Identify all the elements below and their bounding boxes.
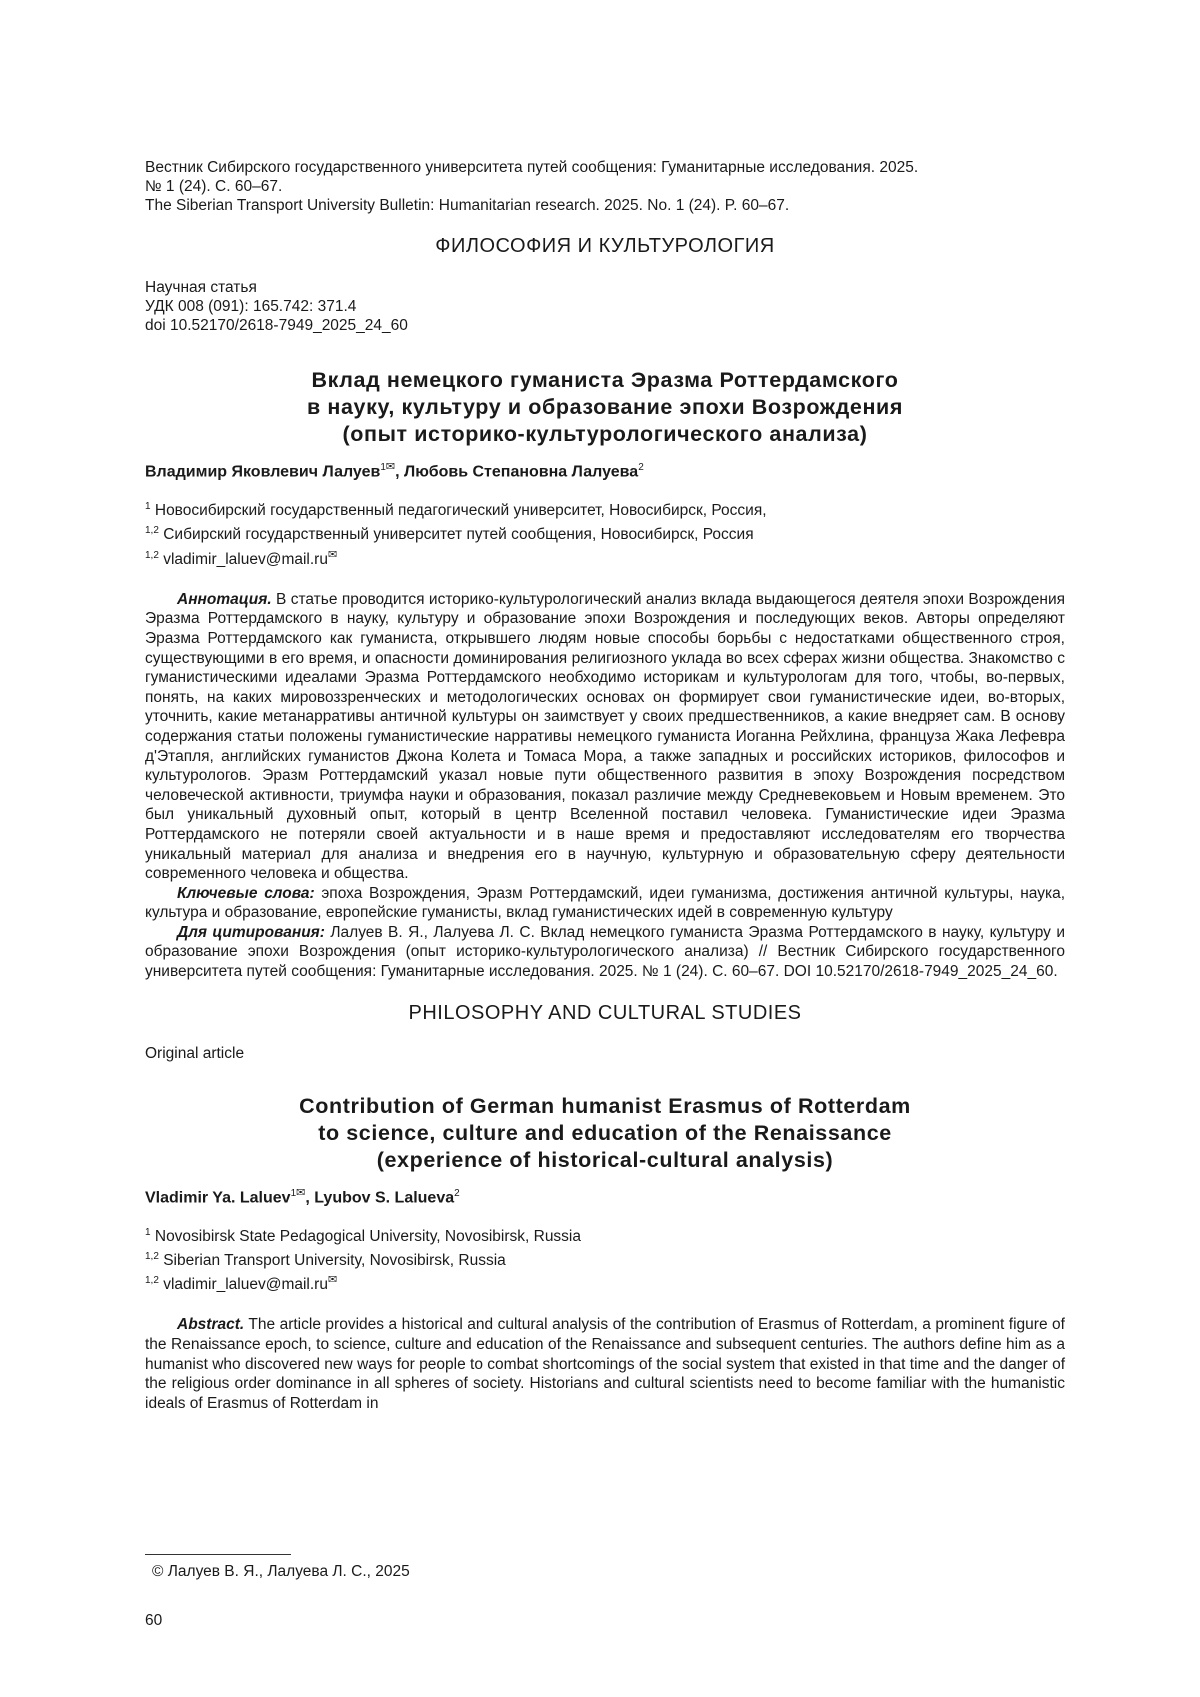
aff-sup: 1,2 bbox=[145, 525, 159, 537]
title-en-line3: (experience of historical-cultural analysis) bbox=[376, 1147, 834, 1172]
author2-sup: 2 bbox=[454, 1187, 460, 1199]
citation-ru-para bbox=[145, 923, 1065, 982]
author1-ru: Владимир Яковлевич Лалуев bbox=[145, 463, 381, 481]
article-title-en bbox=[145, 1093, 1065, 1174]
author2-ru: Любовь Степановна Лалуева bbox=[404, 463, 639, 481]
abstract-ru-para bbox=[145, 590, 1065, 884]
aff-sup: 1 bbox=[145, 501, 151, 513]
title-ru-line2: в науку, культуру и образование эпохи Возрождения bbox=[307, 395, 903, 419]
email-link[interactable]: vladimir_laluev@mail.ru bbox=[158, 550, 328, 568]
abstract-ru bbox=[145, 590, 1065, 982]
abstract-text: The article provides a historical and cultural analysis of the contribution of Erasmus of Rotterdam, a prominent figure of the Renaissance epoch, to science, culture and education of the Renaissance and subsequent centuries. The authors define him as a humanist who discovered new ways for people to combat shortcomings of the social system that existed in that time and the danger of the religious order dominance in all spheres of society. Historians and cultural scientists need to become familiar with the humanistic ideals of Erasmus of Rotterdam in bbox=[145, 1316, 1065, 1412]
page-content bbox=[145, 158, 1065, 1413]
author-separator: , bbox=[305, 1189, 315, 1206]
author1-sup: 1 bbox=[290, 1187, 297, 1199]
aff-sup: 1,2 bbox=[145, 1275, 159, 1287]
aff-sup: 1,2 bbox=[145, 1251, 159, 1263]
copyright-footnote: © Лалуев В. Я., Лалуева Л. С., 2025 bbox=[152, 1563, 410, 1580]
aff-text: Сибирский государственный университет путей сообщения, Новосибирск, Россия bbox=[158, 526, 754, 544]
keywords-label: Ключевые слова: bbox=[177, 884, 315, 902]
aff-sup: 1 bbox=[145, 1227, 151, 1238]
authors-en: Vladimir Ya. Laluev$^1$✉, Lyubov S. Lalueva$^2$ bbox=[145, 1186, 460, 1206]
article-meta-ru bbox=[145, 278, 1065, 335]
article-type-en: Original article bbox=[145, 1044, 245, 1062]
citation-text: Лалуев В. Я., Лалуева Л. С. Вклад немецкого гуманиста Эразма Роттердамского в науку, культуру и образование эпохи Возрождения (опыт историко-культурологического анализа) // Вестник Сибирского государственного университета путей сообщения: Гуманитарные исследования. 2025. № 1 (24). С. 60–67. DOI 10.52170/2618-7949_2025_24_60. bbox=[145, 923, 1065, 981]
abstract-en-para bbox=[145, 1315, 1065, 1413]
aff-text: Новосибирский государственный педагогический университет, Новосибирск, Россия, bbox=[150, 502, 767, 520]
affiliation-email: $^{1,2}$ vladimir_laluev@mail.ru✉ bbox=[145, 548, 338, 568]
keywords-ru-para bbox=[145, 884, 1065, 923]
page-number: 60 bbox=[145, 1612, 163, 1629]
author2-en: Lyubov S. Lalueva bbox=[314, 1189, 455, 1206]
affiliation-1 bbox=[145, 497, 1065, 521]
article-type-ru: Научная статья bbox=[145, 279, 257, 296]
affiliation-email: $^{1,2}$ vladimir_laluev@mail.ru✉ bbox=[145, 1274, 338, 1294]
author1-en: Vladimir Ya. Laluev bbox=[145, 1189, 291, 1206]
journal-en-line: The Siberian Transport University Bulletin: Humanitarian research. 2025. No. 1 (24). P. 60–67. bbox=[145, 197, 790, 214]
affiliation-2 bbox=[145, 1247, 1065, 1271]
affiliation-2 bbox=[145, 521, 1065, 545]
affiliations-en bbox=[145, 1223, 1065, 1295]
footnote-rule bbox=[145, 1554, 291, 1555]
section-heading-en: PHILOSOPHY AND CULTURAL STUDIES bbox=[408, 1001, 802, 1024]
author2-sup: 2 bbox=[638, 462, 644, 473]
doi: doi 10.52170/2618-7949_2025_24_60 bbox=[145, 317, 408, 334]
journal-ru-line2: № 1 (24). С. 60–67. bbox=[145, 178, 283, 195]
aff-text: Siberian Transport University, Novosibirsk, Russia bbox=[158, 1252, 506, 1270]
title-en-line1: Contribution of German humanist Erasmus of Rotterdam bbox=[299, 1093, 911, 1118]
affiliations-ru bbox=[145, 497, 1065, 569]
affiliation-1 bbox=[145, 1223, 1065, 1247]
abstract-text: В статье проводится историко-культурологический анализ вклада выдающегося деятеля эпохи Возрождения Эразма Роттердамского в науку, культуру и образование эпохи Возрождения и последующих веков. Авторы определяют Эразма Роттердамского как гуманиста, открывшего людям новые способы борьбы с недостатками общественного строя, существующими в его время, и опасности доминирования религиозного уклада во всех сферах жизни общества. Знакомство с гуманистическими идеалами Эразма Роттердамского необходимо историкам и культурологам для того, чтобы, во-первых, понять, на каких мировоззренческих и методологических основах он формирует свои гуманистические идеи, во-вторых, уточнить, какие метанарративы античной культуры он заимствует у своих предшественников, а какие внедряет сам. В основу содержания статьи положены гуманистические нарративы немецкого гуманиста Иоганна Рейхлина, француза Жака Лефевра д'Этапля, английских гуманистов Джона Колета и Томаса Мора, а также западных и российских историков, философов и культурологов. Эразм Роттердамский указал новые пути общественного развития в эпоху Возрождения посредством человеческой активности, триумфа науки и образования, показал различие между Средневековьем и Новым временем. Это был уникальный духовный опыт, который в центр Вселенной поставил человека. Гуманистические идеи Эразма Роттердамского не потеряли своей актуальности и в наше время и предоставляют исследователям его творчества уникальный материал для анализа и внедрения его в научную, культурную и образовательную сферу деятельности современного человека и общества. bbox=[145, 590, 1065, 883]
abstract-label: Аннотация. bbox=[177, 590, 272, 608]
abstract-en bbox=[145, 1315, 1065, 1413]
author1-sup: 1 bbox=[380, 462, 386, 473]
journal-reference bbox=[145, 158, 1065, 215]
aff-text: Novosibirsk State Pedagogical University, Novosibirsk, Russia bbox=[150, 1228, 581, 1246]
email-link[interactable]: vladimir_laluev@mail.ru bbox=[158, 1276, 328, 1294]
keywords-text: эпоха Возрождения, Эразм Роттердамский, идеи гуманизма, достижения античной культуры, наука, культура и образование, европейские гуманисты, вклад гуманистических идей в современную культуру bbox=[145, 884, 1065, 922]
journal-ru-line1: Вестник Сибирского государственного университета путей сообщения: Гуманитарные исследования. 2025. bbox=[145, 159, 919, 176]
citation-label: Для цитирования: bbox=[177, 923, 325, 941]
udk: УДК 008 (091): 165.742: 371.4 bbox=[145, 298, 357, 315]
author-separator: , bbox=[395, 463, 405, 481]
authors-ru: Владимир Яковлевич Лалуев$^1$✉, Любовь Степановна Лалуева$^2$ bbox=[145, 461, 644, 481]
title-ru-line1: Вклад немецкого гуманиста Эразма Роттердамского bbox=[311, 368, 899, 392]
title-ru-line3: (опыт историко-культурологического анализа) bbox=[342, 422, 868, 446]
section-heading-ru: ФИЛОСОФИЯ И КУЛЬТУРОЛОГИЯ bbox=[435, 235, 775, 257]
article-title-ru bbox=[145, 367, 1065, 448]
title-en-line2: to science, culture and education of the Renaissance bbox=[318, 1120, 892, 1145]
aff-sup: 1,2 bbox=[145, 549, 159, 561]
abstract-label: Abstract. bbox=[177, 1316, 245, 1334]
